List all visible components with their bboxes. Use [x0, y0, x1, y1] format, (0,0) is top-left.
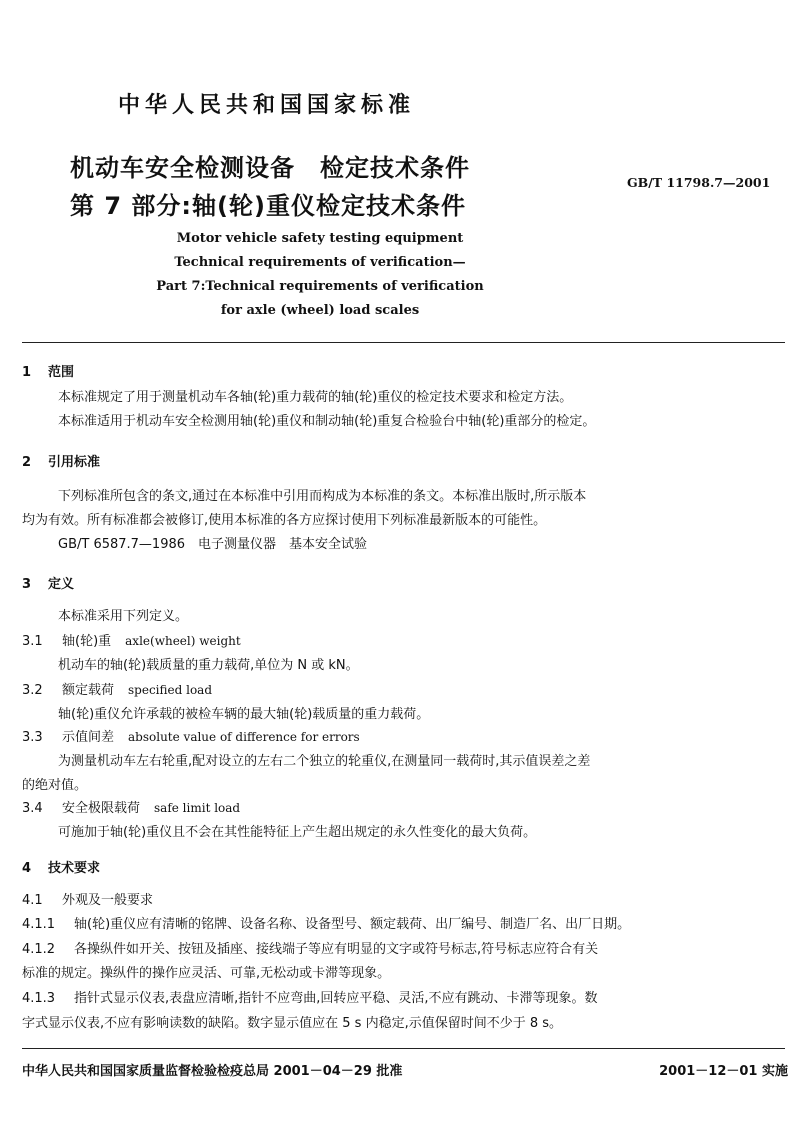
- section-3-intro: 本标准采用下列定义。: [58, 609, 189, 624]
- definition-3-2-text: 轴(轮)重仪允许承载的被检车辆的最大轴(轮)载质量的重力载荷。: [58, 707, 430, 722]
- section-title: 引用标准: [48, 455, 101, 470]
- term: 示值间差: [62, 730, 115, 745]
- section-title: 范围: [48, 365, 75, 380]
- clause-number: 4.1.3: [22, 991, 56, 1006]
- standard-number: GB/T 11798.7—2001: [627, 175, 771, 190]
- definition-3-3-text-line-2: 的绝对值。: [22, 778, 88, 793]
- approval-line: 中华人民共和国国家质量监督检验检疫总局 2001－04－29 批准: [22, 1064, 403, 1079]
- section-2-paragraph-line-1: 下列标准所包含的条文,通过在本标准中引用而构成为本标准的条文。本标准出版时,所示版本: [58, 489, 587, 504]
- definition-3-4-text: 可施加于轴(轮)重仪且不会在其性能特征上产生超出规定的永久性变化的最大负荷。: [58, 825, 537, 840]
- section-number: 1: [22, 365, 32, 380]
- clause-4-1-2-continued: 标准的规定。操纵件的操作应灵活、可靠,无松动或卡滞等现象。: [22, 966, 391, 981]
- section-1-heading: [22, 361, 74, 380]
- section-2-paragraph-line-2: 均为有效。所有标准都会被修订,使用本标准的各方应探讨使用下列标准最新版本的可能性。: [22, 513, 547, 528]
- section-3-heading: [22, 573, 74, 592]
- section-title: 技术要求: [48, 861, 101, 876]
- clause-number: 3.3: [22, 730, 43, 745]
- definition-3-1-heading: [22, 630, 241, 649]
- section-title: 定义: [48, 577, 75, 592]
- definition-3-1-text: 机动车的轴(轮)载质量的重力载荷,单位为 N 或 kN。: [58, 658, 359, 673]
- term: 额定载荷: [62, 683, 115, 698]
- section-2-heading: [22, 451, 100, 470]
- section-number: 4: [22, 861, 32, 876]
- term-english: axle(wheel) weight: [125, 634, 241, 648]
- clause-number: 4.1.2: [22, 942, 56, 957]
- clause-4-1-2: [22, 938, 598, 957]
- bottom-divider: [22, 1048, 785, 1049]
- english-title-line-4: for axle (wheel) load scales: [220, 303, 420, 318]
- clause-text: 各操纵件如开关、按钮及插座、接线端子等应有明显的文字或符号标志,符号标志应符合有关: [74, 942, 599, 957]
- clause-number: 4.1.1: [22, 917, 56, 932]
- top-divider: [22, 342, 785, 343]
- implementation-date: 2001－12－01 实施: [659, 1064, 788, 1079]
- title-line-2: 第 7 部分:轴(轮)重仪检定技术条件: [70, 192, 466, 220]
- term-english: specified load: [128, 683, 213, 697]
- english-title-line-3: Part 7:Technical requirements of verification: [156, 279, 484, 294]
- section-4-heading: [22, 857, 100, 876]
- clause-4-1-3: [22, 987, 598, 1006]
- clause-4-1-3-continued: 字式显示仪表,不应有影响读数的缺陷。数字显示值应在 5 s 内稳定,示值保留时间不少于 8 s。: [22, 1016, 563, 1031]
- clause-text: 指针式显示仪表,表盘应清晰,指针不应弯曲,回转应平稳、灵活,不应有跳动、卡滞等现象。数: [74, 991, 598, 1006]
- clause-number: 3.1: [22, 634, 43, 649]
- definition-3-2-heading: [22, 679, 212, 698]
- section-number: 3: [22, 577, 32, 592]
- section-1-paragraph-2: 本标准适用于机动车安全检测用轴(轮)重仪和制动轴(轮)重复合检验台中轴(轮)重部分的检定。: [58, 414, 596, 429]
- section-number: 2: [22, 455, 32, 470]
- term-english: safe limit load: [154, 801, 241, 815]
- normative-reference: GB/T 6587.7—1986 电子测量仪器 基本安全试验: [58, 537, 368, 552]
- clause-number: 3.4: [22, 801, 43, 816]
- term-english: absolute value of difference for errors: [128, 730, 360, 744]
- clause-number: 4.1: [22, 893, 43, 908]
- clause-number: 3.2: [22, 683, 43, 698]
- title-line-1: 机动车安全检测设备 检定技术条件: [70, 154, 470, 182]
- term: 轴(轮)重: [62, 634, 112, 649]
- publisher-header: 中华人民共和国国家标准: [118, 93, 416, 118]
- clause-4-1-1: [22, 913, 630, 932]
- clause-4-1: [22, 889, 153, 908]
- term: 安全极限载荷: [62, 801, 141, 816]
- definition-3-3-text-line-1: 为测量机动车左右轮重,配对设立的左右二个独立的轮重仪,在测量同一载荷时,其示值误差之差: [58, 754, 591, 769]
- section-1-paragraph-1: 本标准规定了用于测量机动车各轴(轮)重力载荷的轴(轮)重仪的检定技术要求和检定方法。: [58, 390, 573, 405]
- english-title-line-1: Motor vehicle safety testing equipment: [176, 231, 464, 246]
- clause-text: 外观及一般要求: [62, 893, 154, 908]
- definition-3-3-heading: [22, 726, 360, 745]
- definition-3-4-heading: [22, 797, 240, 816]
- clause-text: 轴(轮)重仪应有清晰的铭牌、设备名称、设备型号、额定载荷、出厂编号、制造厂名、出厂日期。: [74, 917, 631, 932]
- english-title-line-2: Technical requirements of verification—: [174, 255, 466, 270]
